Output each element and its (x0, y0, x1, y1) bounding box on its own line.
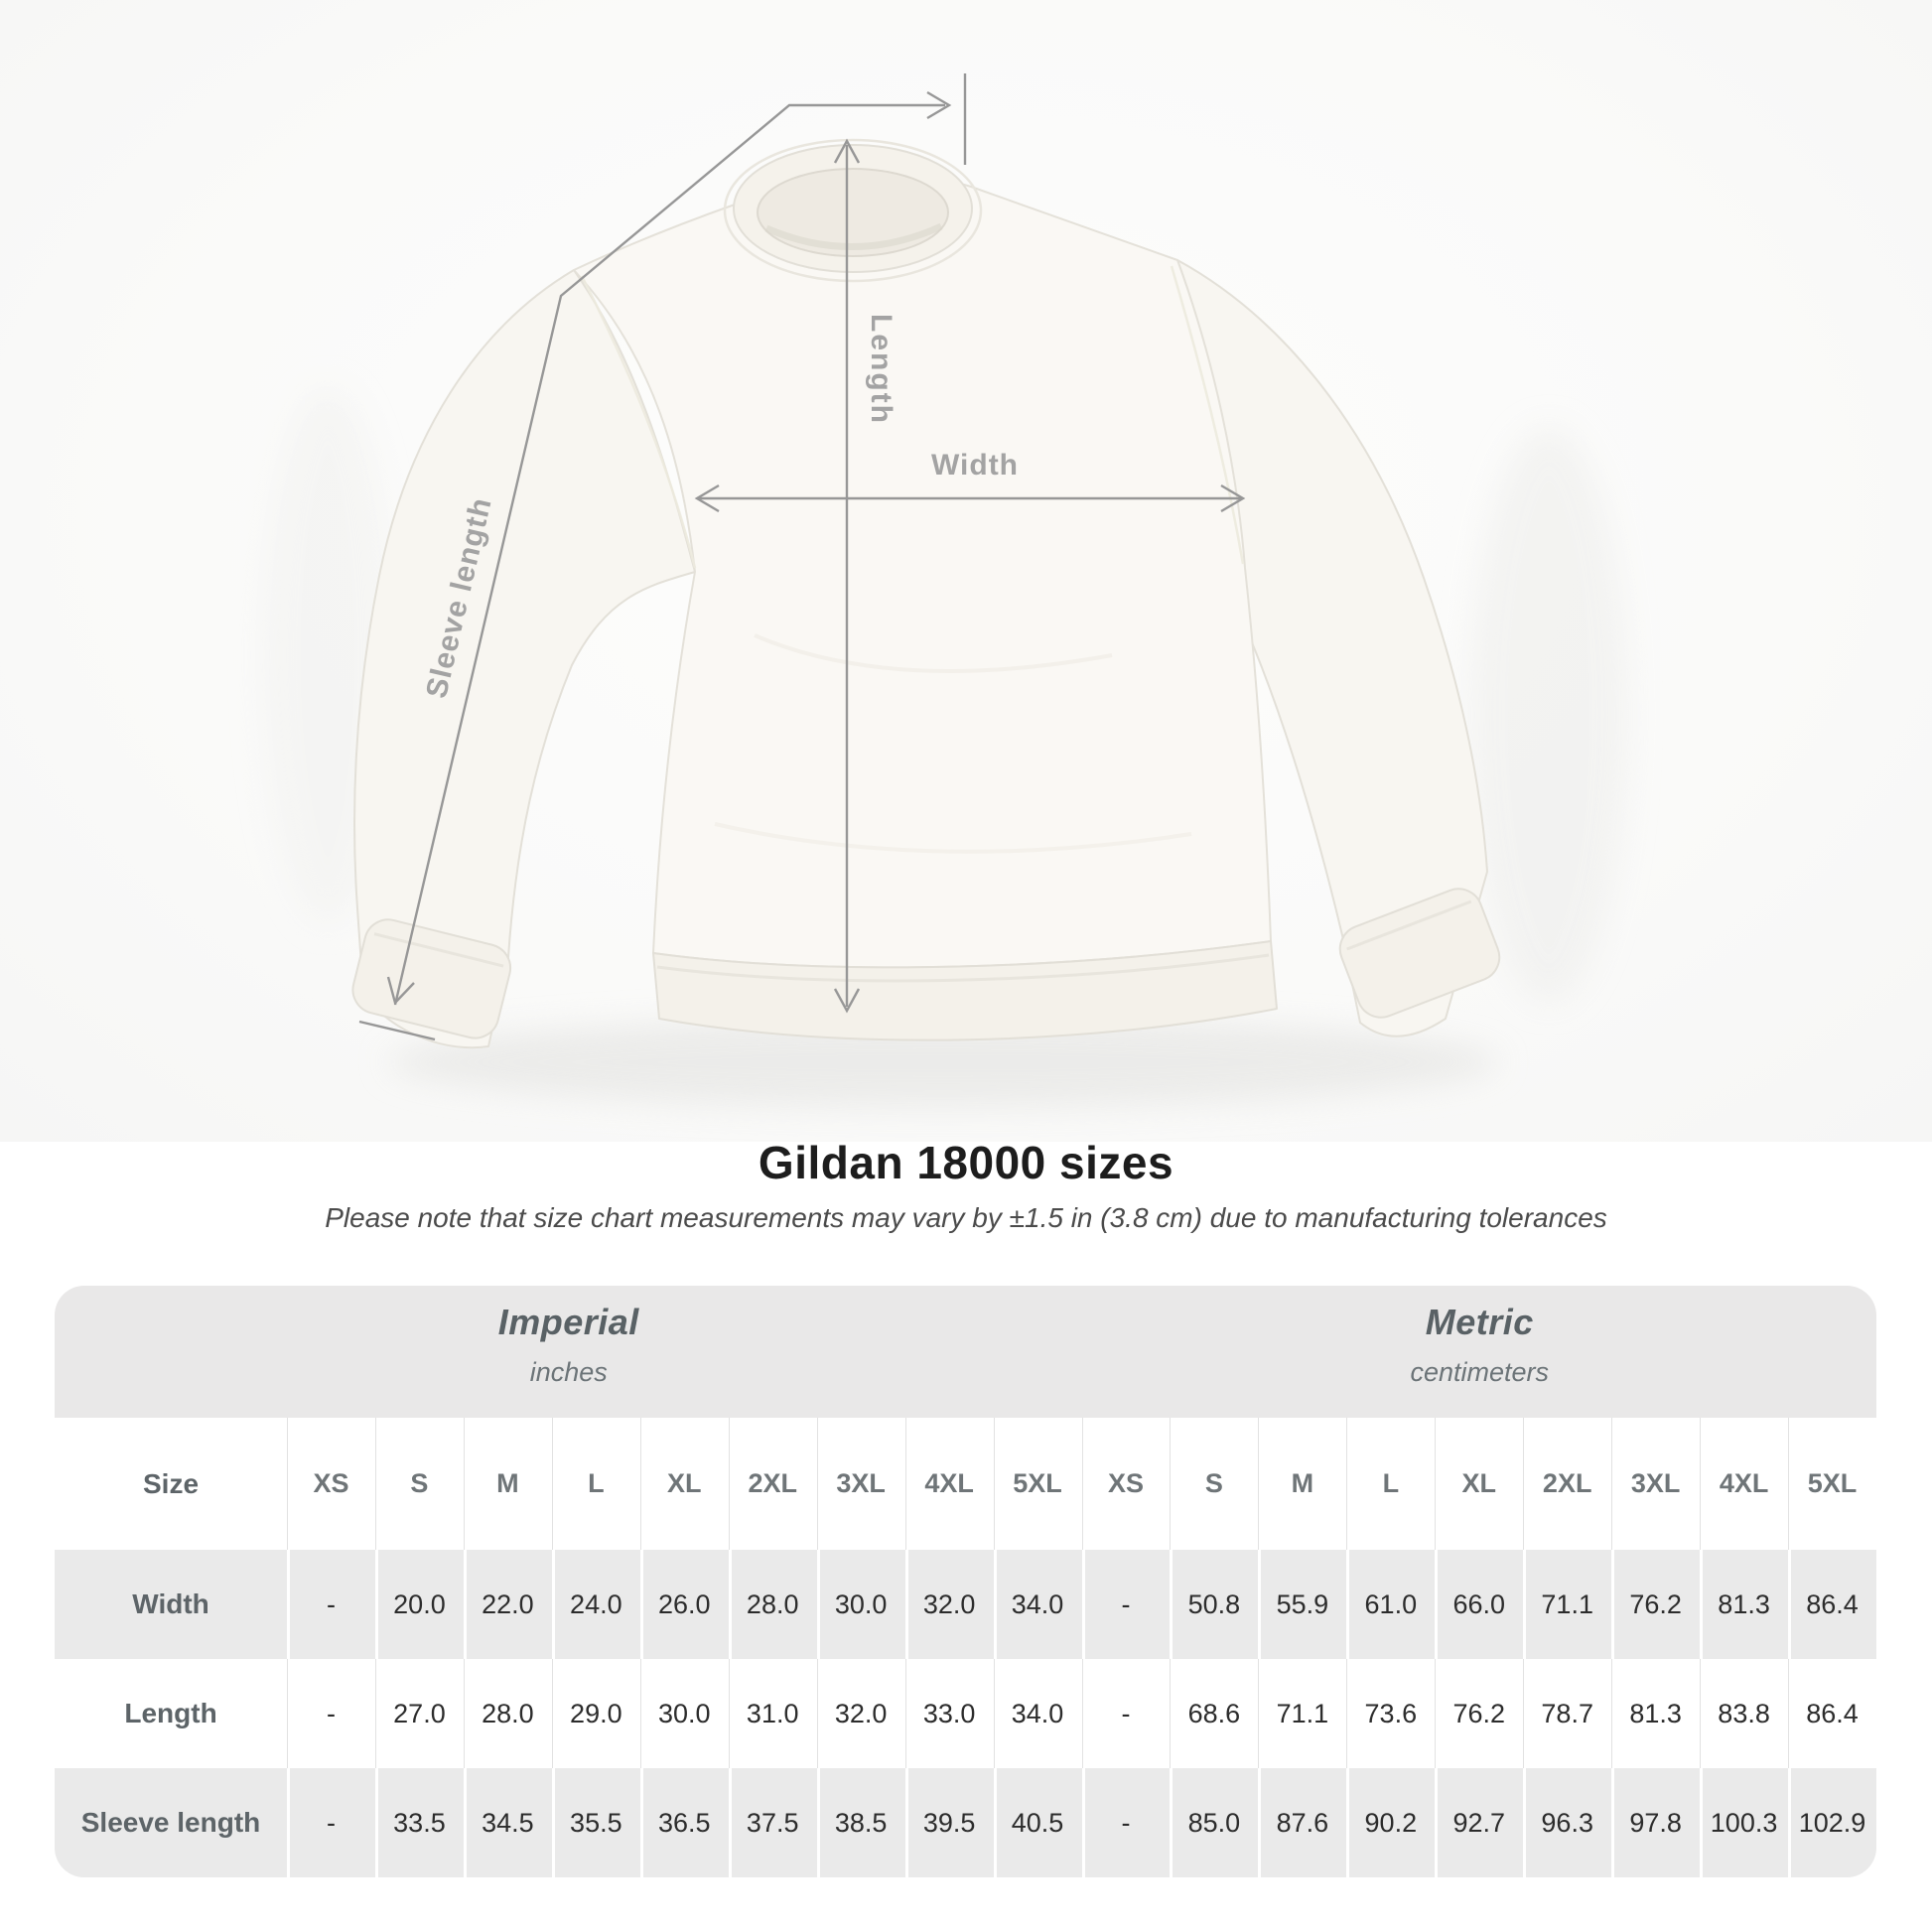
size-column-header: XS (287, 1418, 375, 1550)
caption (0, 1138, 1932, 1234)
value-cell: 86.4 (1788, 1659, 1876, 1768)
size-column-header: S (1170, 1418, 1258, 1550)
size-column-header: L (552, 1418, 640, 1550)
value-cell: - (287, 1550, 375, 1659)
value-cell: 102.9 (1788, 1768, 1876, 1877)
size-column-header: M (1258, 1418, 1346, 1550)
size-column-header: 2XL (729, 1418, 817, 1550)
size-column-header: 5XL (1788, 1418, 1876, 1550)
value-cell: 87.6 (1258, 1768, 1346, 1877)
value-cell: 97.8 (1611, 1768, 1700, 1877)
value-cell: 68.6 (1170, 1659, 1258, 1768)
measurement-row-sleeve-length (55, 1768, 1876, 1877)
value-cell: 40.5 (994, 1768, 1082, 1877)
value-cell: - (287, 1768, 375, 1877)
value-cell: 26.0 (640, 1550, 729, 1659)
value-cell: 27.0 (375, 1659, 464, 1768)
size-header-row-label: Size (143, 1467, 200, 1499)
size-header-row (55, 1418, 1876, 1550)
value-cell: 28.0 (464, 1659, 552, 1768)
size-table-rows (55, 1418, 1876, 1877)
side-shadow-right (1469, 427, 1628, 1003)
size-column-header: 5XL (994, 1418, 1082, 1550)
value-cell: 81.3 (1700, 1550, 1788, 1659)
value-cell: 30.0 (817, 1550, 905, 1659)
value-cell: 31.0 (729, 1659, 817, 1768)
value-cell: 28.0 (729, 1550, 817, 1659)
width-label: Width (930, 449, 1020, 482)
measurement-row-width-label: Width (132, 1588, 209, 1619)
size-column-header: 2XL (1523, 1418, 1611, 1550)
size-column-header: XL (1435, 1418, 1523, 1550)
page-title: Gildan 18000 sizes (758, 1137, 1174, 1188)
sleeve-length-label: Sleeve length (420, 493, 498, 702)
value-cell: 76.2 (1611, 1550, 1700, 1659)
value-cell: 96.3 (1523, 1768, 1611, 1877)
value-cell: 30.0 (640, 1659, 729, 1768)
value-cell: 33.5 (375, 1768, 464, 1877)
value-cell: 38.5 (817, 1768, 905, 1877)
size-column-header: XL (640, 1418, 729, 1550)
collar-opening (758, 169, 948, 256)
sweatshirt (347, 140, 1506, 1047)
metric-label: Metric (1425, 1302, 1534, 1342)
tolerance-note: Please note that size chart measurements may vary by ±1.5 in (3.8 cm) due to manufacturing tolerances (325, 1202, 1607, 1233)
length-label: Length (865, 314, 897, 425)
measurement-row-sleeve-length-label: Sleeve length (80, 1807, 261, 1838)
measurement-row-width (55, 1550, 1876, 1659)
size-column-header: 4XL (905, 1418, 994, 1550)
value-cell: 39.5 (905, 1768, 994, 1877)
value-cell: 85.0 (1170, 1768, 1258, 1877)
value-cell: 24.0 (552, 1550, 640, 1659)
imperial-units: inches (529, 1357, 608, 1387)
value-cell: 66.0 (1435, 1550, 1523, 1659)
value-cell: 55.9 (1258, 1550, 1346, 1659)
value-cell: 33.0 (905, 1659, 994, 1768)
value-cell: 78.7 (1523, 1659, 1611, 1768)
metric-units: centimeters (1410, 1357, 1550, 1387)
value-cell: 37.5 (729, 1768, 817, 1877)
value-cell: 36.5 (640, 1768, 729, 1877)
value-cell: 86.4 (1788, 1550, 1876, 1659)
value-cell: 71.1 (1258, 1659, 1346, 1768)
value-cell: 83.8 (1700, 1659, 1788, 1768)
size-column-header: M (464, 1418, 552, 1550)
value-cell: 29.0 (552, 1659, 640, 1768)
value-cell: 32.0 (905, 1550, 994, 1659)
value-cell: - (287, 1659, 375, 1768)
size-column-header: L (1346, 1418, 1435, 1550)
size-chart-table (55, 1286, 1876, 1877)
value-cell: 32.0 (817, 1659, 905, 1768)
value-cell: - (1082, 1768, 1171, 1877)
metric-group-header (1082, 1286, 1876, 1418)
value-cell: 34.5 (464, 1768, 552, 1877)
value-cell: 34.0 (994, 1550, 1082, 1659)
value-cell: 76.2 (1435, 1659, 1523, 1768)
unit-group-band (55, 1286, 1876, 1418)
value-cell: 90.2 (1346, 1768, 1435, 1877)
size-column-header: 4XL (1700, 1418, 1788, 1550)
measurement-row-length-label: Length (124, 1698, 217, 1728)
size-column-header: S (375, 1418, 464, 1550)
size-column-header: 3XL (1611, 1418, 1700, 1550)
size-column-header: XS (1082, 1418, 1171, 1550)
measurement-row-length (55, 1659, 1876, 1768)
value-cell: 61.0 (1346, 1550, 1435, 1659)
value-cell: 22.0 (464, 1550, 552, 1659)
value-cell: 81.3 (1611, 1659, 1700, 1768)
value-cell: 100.3 (1700, 1768, 1788, 1877)
value-cell: 34.0 (994, 1659, 1082, 1768)
value-cell: - (1082, 1659, 1171, 1768)
value-cell: 20.0 (375, 1550, 464, 1659)
value-cell: 35.5 (552, 1768, 640, 1877)
value-cell: 73.6 (1346, 1659, 1435, 1768)
value-cell: 71.1 (1523, 1550, 1611, 1659)
value-cell: - (1082, 1550, 1171, 1659)
imperial-label: Imperial (497, 1302, 639, 1342)
imperial-group-header (55, 1286, 1082, 1418)
size-column-header: 3XL (817, 1418, 905, 1550)
value-cell: 92.7 (1435, 1768, 1523, 1877)
value-cell: 50.8 (1170, 1550, 1258, 1659)
